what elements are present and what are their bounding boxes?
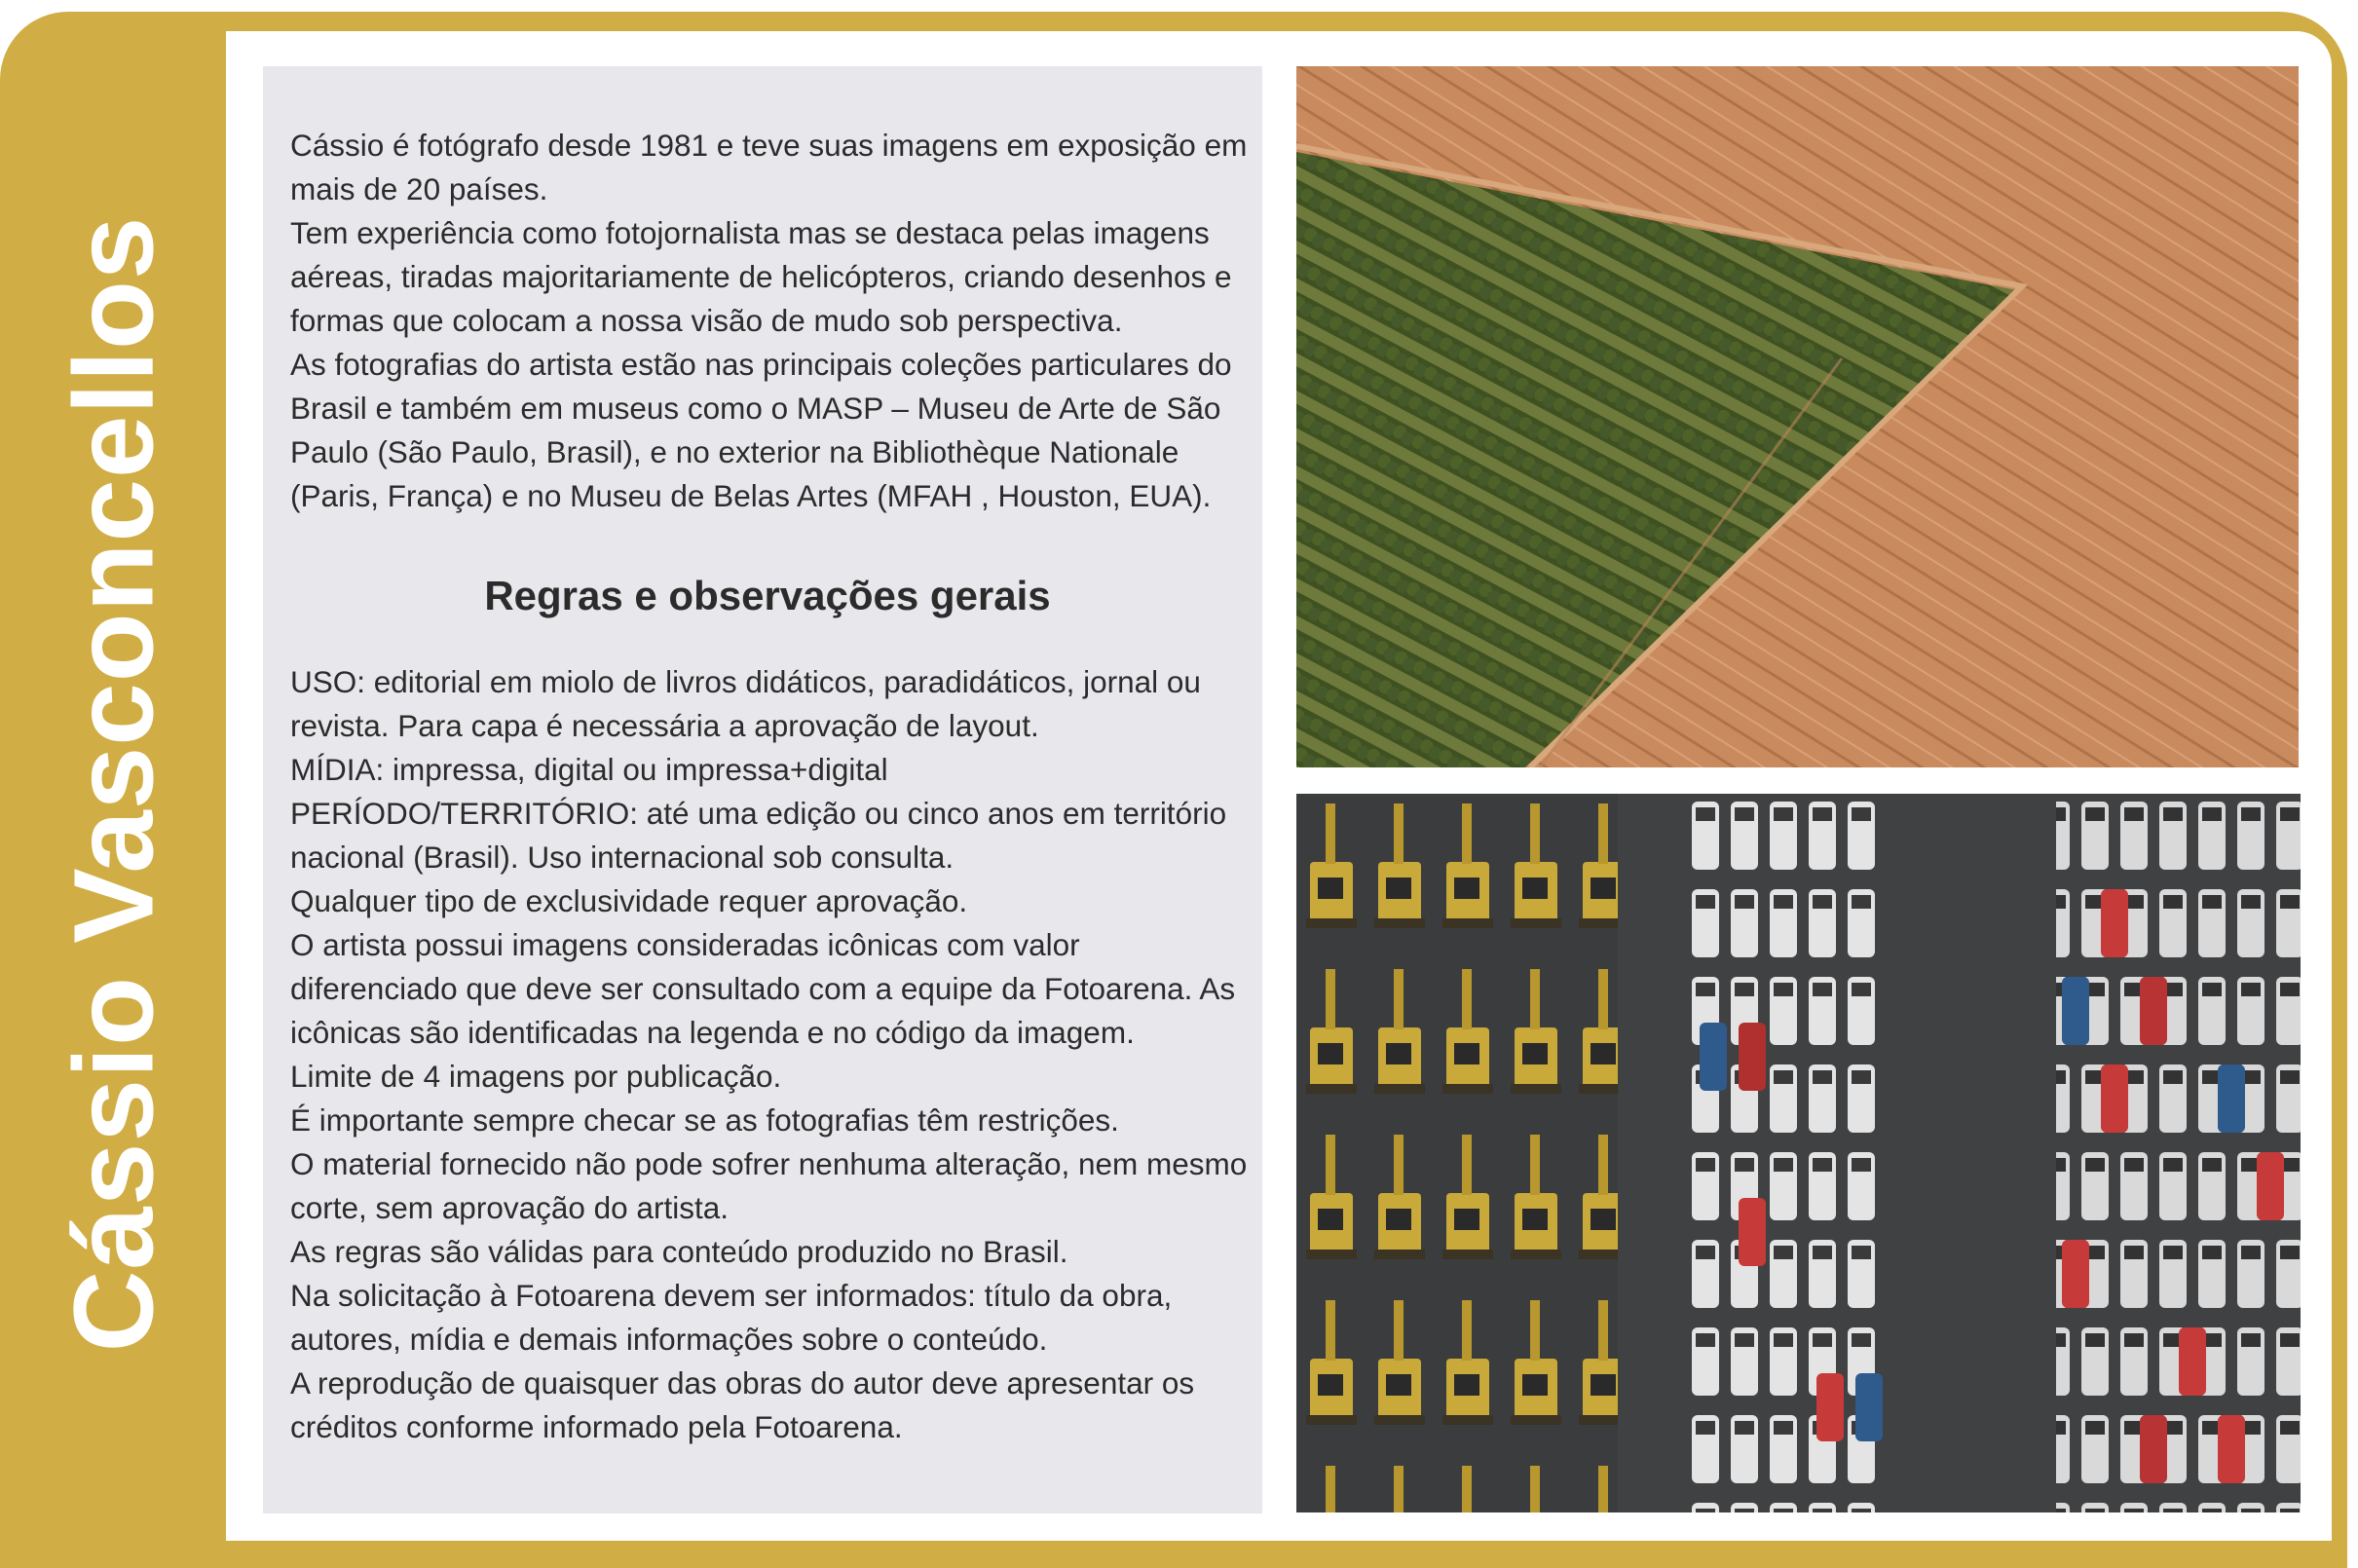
rule-item: USO: editorial em miolo de livros didáticos, paradidáticos, jornal ou revista. Para capa é necessária a aprovação de layout. (290, 664, 1201, 743)
artist-name-vertical (0, 12, 226, 1556)
rules-heading: Regras e observações gerais (484, 573, 1051, 618)
rule-item: O material fornecido não pode sofrer nenhuma alteração, nem mesmo corte, sem aprovação do artista. (290, 1146, 1248, 1225)
rule-item: Limite de 4 imagens por publicação. (290, 1059, 782, 1094)
artist-name: Cássio Vasconcellos (50, 215, 176, 1353)
rule-item: PERÍODO/TERRITÓRIO: até uma edição ou cinco anos em território nacional (Brasil). Uso internacional sob consulta. (290, 796, 1227, 875)
aerial-photo-orchard (1296, 66, 2299, 767)
rule-item: Na solicitação à Fotoarena devem ser informados: título da obra, autores, mídia e demais informações sobre o conteúdo. (290, 1278, 1173, 1357)
bio-paragraph: Cássio é fotógrafo desde 1981 e teve suas imagens em exposição em mais de 20 países. (290, 128, 1248, 206)
rule-item: MÍDIA: impressa, digital ou impressa+digital (290, 752, 888, 787)
orchard-image (1296, 66, 2299, 767)
rule-item: É importante sempre checar se as fotografias têm restrições. (290, 1102, 1119, 1138)
port-image (1296, 794, 2301, 1512)
rule-item: O artista possui imagens consideradas icônicas com valor diferenciado que deve ser consultado com a equipe da Fotoarena. As icônicas são identificadas na legenda e no código da imagem. (290, 927, 1236, 1050)
rule-item: A reprodução de quaisquer das obras do autor deve apresentar os créditos conforme informado pela Fotoarena. (290, 1365, 1195, 1444)
rule-item: Qualquer tipo de exclusividade requer aprovação. (290, 883, 968, 918)
bio-paragraph: As fotografias do artista estão nas principais coleções particulares do Brasil e também em museus como o MASP – Museu de Arte de São Paulo (São Paulo, Brasil), e no exterior na Bibliothèque Nationale (Paris, França) e no Museu de Belas Artes (MFAH , Houston, EUA). (290, 347, 1232, 513)
artist-bio (290, 124, 1254, 518)
rules-list (290, 660, 1254, 1449)
aerial-photo-port (1296, 794, 2301, 1512)
bio-paragraph: Tem experiência como fotojornalista mas se destaca pelas imagens aéreas, tiradas majoritariamente de helicópteros, criando desenhos e formas que colocam a nossa visão de mudo sob perspectiva. (290, 215, 1232, 338)
rule-item: As regras são válidas para conteúdo produzido no Brasil. (290, 1234, 1068, 1269)
